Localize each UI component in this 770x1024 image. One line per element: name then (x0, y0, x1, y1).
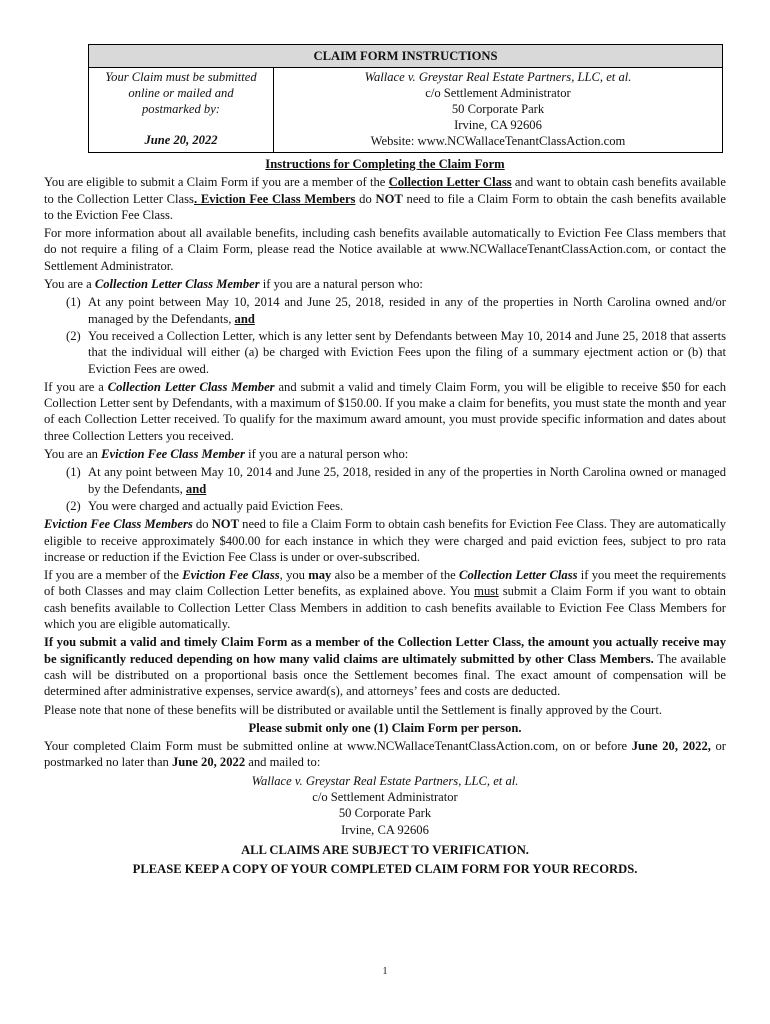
address-line: Irvine, CA 92606 (341, 822, 429, 837)
deadline-line: Your Claim must be submitted (105, 70, 257, 84)
address-line: 50 Corporate Park (338, 806, 432, 821)
admin-line: Irvine, CA 92606 (454, 118, 542, 132)
instructions-header-table (88, 44, 723, 153)
document-page (44, 44, 726, 877)
paragraph-collection-benefit: If you are a Collection Letter Class Member and submit a valid and timely Claim Form, you will be eligible to receive $50 for each Collection Letter sent by Defendants, with a maximum of $150.00. If you make a claim for benefits, you must state the month and year of each Collection Letter received. To qualify for the maximum award amount, you must provide specific information and dates about three Collection Letters you received. (44, 379, 726, 443)
admin-line: c/o Settlement Administrator (425, 86, 571, 100)
deadline-cell (89, 68, 274, 153)
verification-notice: ALL CLAIMS ARE SUBJECT TO VERIFICATION. (241, 842, 529, 857)
deadline-line: online or mailed and (128, 86, 234, 100)
paragraph-collection-def: You are a Collection Letter Class Member if you are a natural person who: (44, 277, 423, 292)
deadline-line: postmarked by: (142, 102, 220, 116)
collection-criteria-list (44, 294, 726, 376)
administrator-cell (274, 68, 723, 153)
list-item: (2) You received a Collection Letter, which is any letter sent by Defendants between May 10, 2014 and June 25, 2018 that asserts that the individual will either (a) be charged with Eviction Fees upon the filing of a summary ejectment action or (b) that Eviction Fees are owed. (66, 328, 726, 376)
section-title: Instructions for Completing the Claim Form (265, 157, 505, 171)
header-title: CLAIM FORM INSTRUCTIONS (89, 45, 723, 68)
admin-line: 50 Corporate Park (451, 102, 545, 116)
mailing-address (44, 773, 726, 838)
one-claim-notice: Please submit only one (1) Claim Form per person. (248, 720, 522, 735)
paragraph-submission: Your completed Claim Form must be submitted online at www.NCWallaceTenantClassAction.com, on or before June 20, 2022, or postmarked no later than June 20, 2022 and mailed to: (44, 739, 726, 770)
case-name: Wallace v. Greystar Real Estate Partners, LLC, et al. (364, 70, 632, 84)
list-item: (1) At any point between May 10, 2014 and June 25, 2018, resided in any of the properties in North Carolina owned or managed by the Defendants, and (66, 465, 726, 496)
website-line: Website: www.NCWallaceTenantClassAction.com (370, 134, 626, 148)
paragraph-reduction-warning: If you submit a valid and timely Claim Form as a member of the Collection Letter Class, the amount you actually receive may be significantly reduced depending on how many valid claims are ultimately submitted by other Class Members. The available cash will be distributed on a proportional basis once the Settlement becomes final. The exact amount of compensation will be determined after administrative expenses, service award(s), and attorneys’ fees and costs are deducted. (44, 635, 726, 699)
paragraph-eviction-benefit: Eviction Fee Class Members do NOT need to file a Claim Form to obtain cash benefits for Eviction Fee Class. They are automatically eligible to receive approximately $400.00 for each instance in which they were charged and paid eviction fees, subject to pro rata increase or reduction if the Eviction Fee Class is under or over-subscribed. (44, 517, 727, 564)
eviction-criteria-list (44, 464, 726, 514)
page-number: 1 (382, 966, 388, 977)
list-item: (2) You were charged and actually paid Eviction Fees. (66, 498, 344, 513)
address-line: Wallace v. Greystar Real Estate Partners, LLC, et al. (251, 773, 519, 788)
paragraph-more-info: For more information about all available benefits, including cash benefits available automatically to Eviction Fee Class members that do not require a filing of a Claim Form, please read the Notice available at www.NCWallaceTenantClassAction.com, or contact the Settlement Administrator. (44, 226, 726, 273)
address-line: c/o Settlement Administrator (312, 789, 458, 804)
deadline-date: June 20, 2022 (144, 133, 218, 147)
keep-copy-notice: PLEASE KEEP A COPY OF YOUR COMPLETED CLAIM FORM FOR YOUR RECORDS. (132, 862, 638, 877)
paragraph-eviction-def: You are an Eviction Fee Class Member if you are a natural person who: (44, 447, 409, 462)
list-item: (1) At any point between May 10, 2014 and June 25, 2018, resided in any of the properties in North Carolina owned and/or managed by the Defendants, and (66, 295, 726, 326)
paragraph-eligibility: You are eligible to submit a Claim Form if you are a member of the Collection Letter Class and want to obtain cash benefits available to the Collection Letter Class. Eviction Fee Class Members do NOT need to file a Claim Form to obtain the cash benefits available to the Eviction Fee Class. (44, 175, 726, 222)
paragraph-both-classes: If you are a member of the Eviction Fee Class, you may also be a member of the Collection Letter Class if you meet the requirements of both Classes and may claim Collection Letter benefits, as explained above. You must submit a Claim Form if you want to obtain cash benefits available to Collection Letter Class Members in addition to cash benefits available to Eviction Fee Class Members for which you are eligible automatically. (44, 568, 726, 632)
paragraph-approval-note: Please note that none of these benefits will be distributed or available until the Settlement is finally approved by the Court. (44, 702, 662, 717)
